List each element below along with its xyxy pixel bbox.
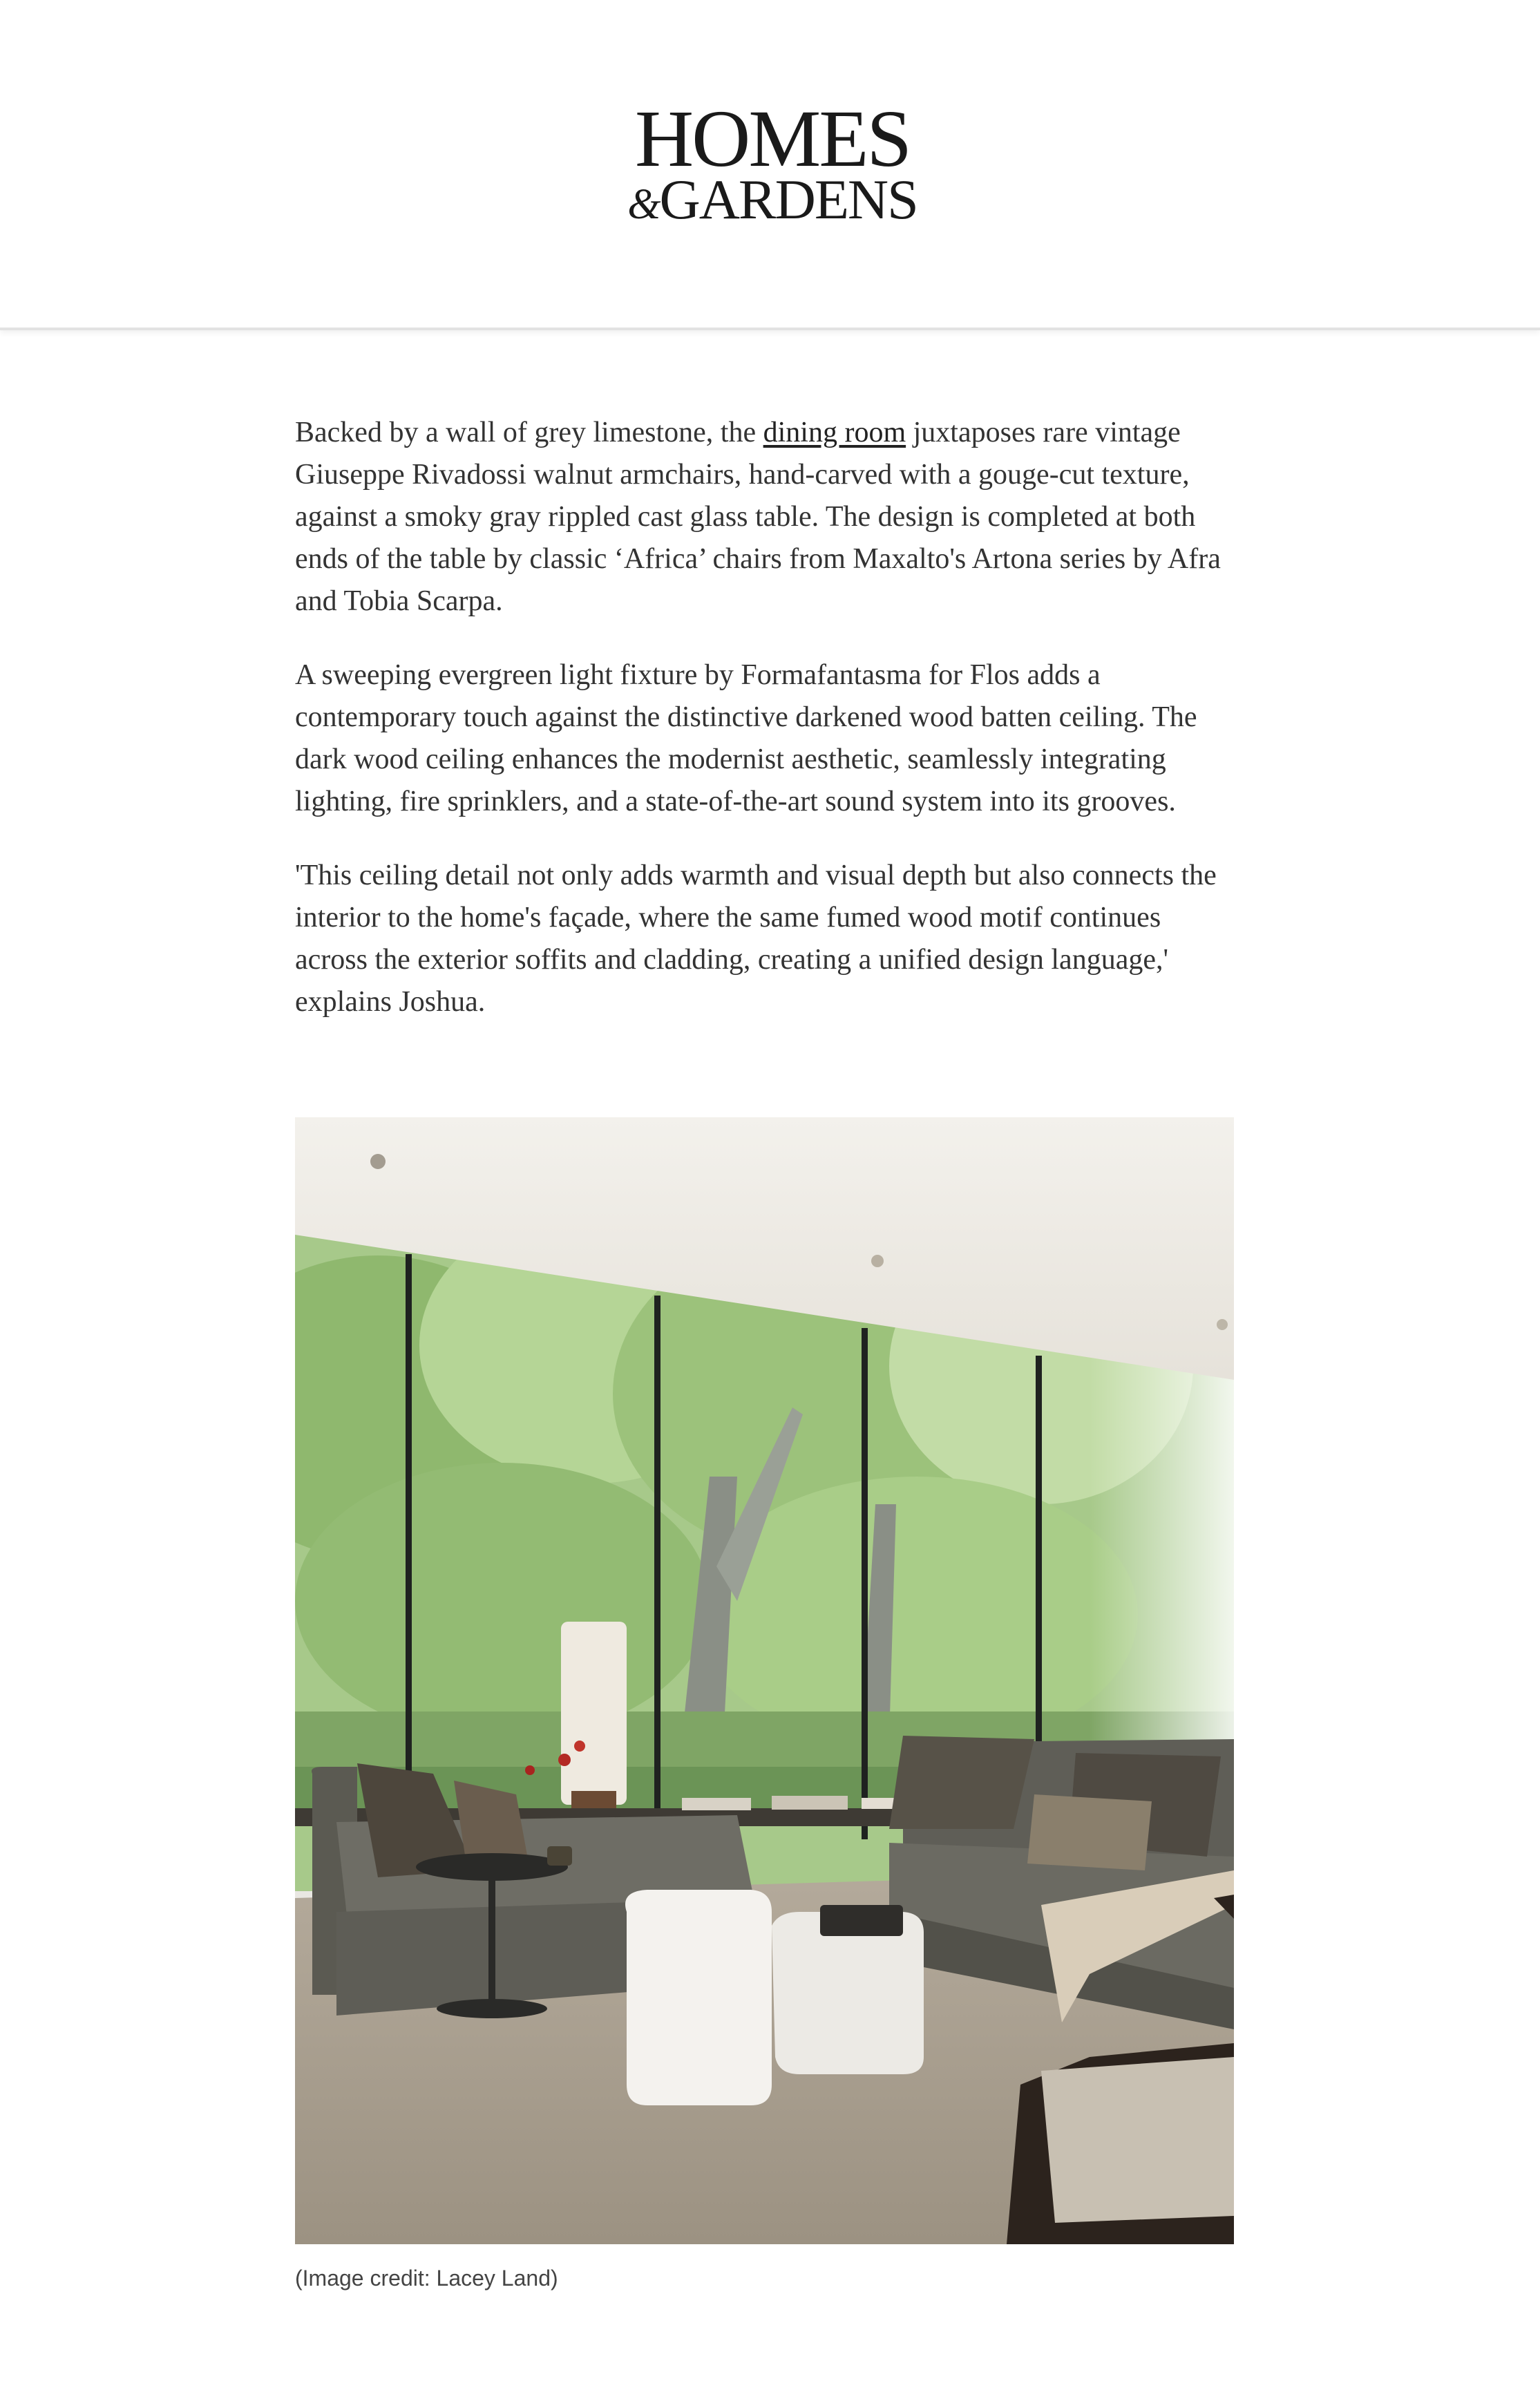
logo-gardens-text: GARDENS bbox=[659, 168, 918, 231]
living-room-photo[interactable] bbox=[295, 1117, 1234, 2244]
paragraph-1-text-end: juxtaposes rare vintage Giuseppe Rivadossi walnut armchairs, hand-carved with a gouge-cut texture, against a smoky gray rippled cast glass table. The design is completed at both ends of the table by classic ‘Africa’ chairs from Maxalto's Artona series by Afra and Tobia Scarpa. bbox=[295, 417, 1221, 617]
site-header bbox=[0, 0, 1540, 330]
paragraph-1 bbox=[295, 412, 1235, 623]
logo-ampersand: & bbox=[627, 181, 660, 228]
paragraph-1-text-start: Backed by a wall of grey limestone, the bbox=[295, 417, 763, 448]
paragraph-2: A sweeping evergreen light fixture by Formafantasma for Flos adds a contemporary touch against the distinctive darkened wood batten ceiling. The dark wood ceiling enhances the modernist aesthetic, seamlessly integrating lighting, fire sprinklers, and a state-of-the-art sound system into its grooves. bbox=[295, 659, 1197, 817]
logo-line-gardens bbox=[607, 168, 938, 231]
logo-line-homes: HOMES bbox=[634, 93, 911, 184]
photo-illustration bbox=[295, 1117, 1234, 2244]
article-body bbox=[295, 412, 1235, 1055]
homes-and-gardens-logo[interactable] bbox=[607, 93, 938, 231]
dining-room-link[interactable]: dining room bbox=[763, 417, 906, 448]
image-credit-caption: (Image credit: Lacey Land) bbox=[295, 2266, 558, 2291]
paragraph-3: 'This ceiling detail not only adds warmth and visual depth but also connects the interior to the home's façade, where the same fumed wood motif continues across the exterior soffits and cladding, creating a unified design language,' explains Joshua. bbox=[295, 860, 1217, 1018]
